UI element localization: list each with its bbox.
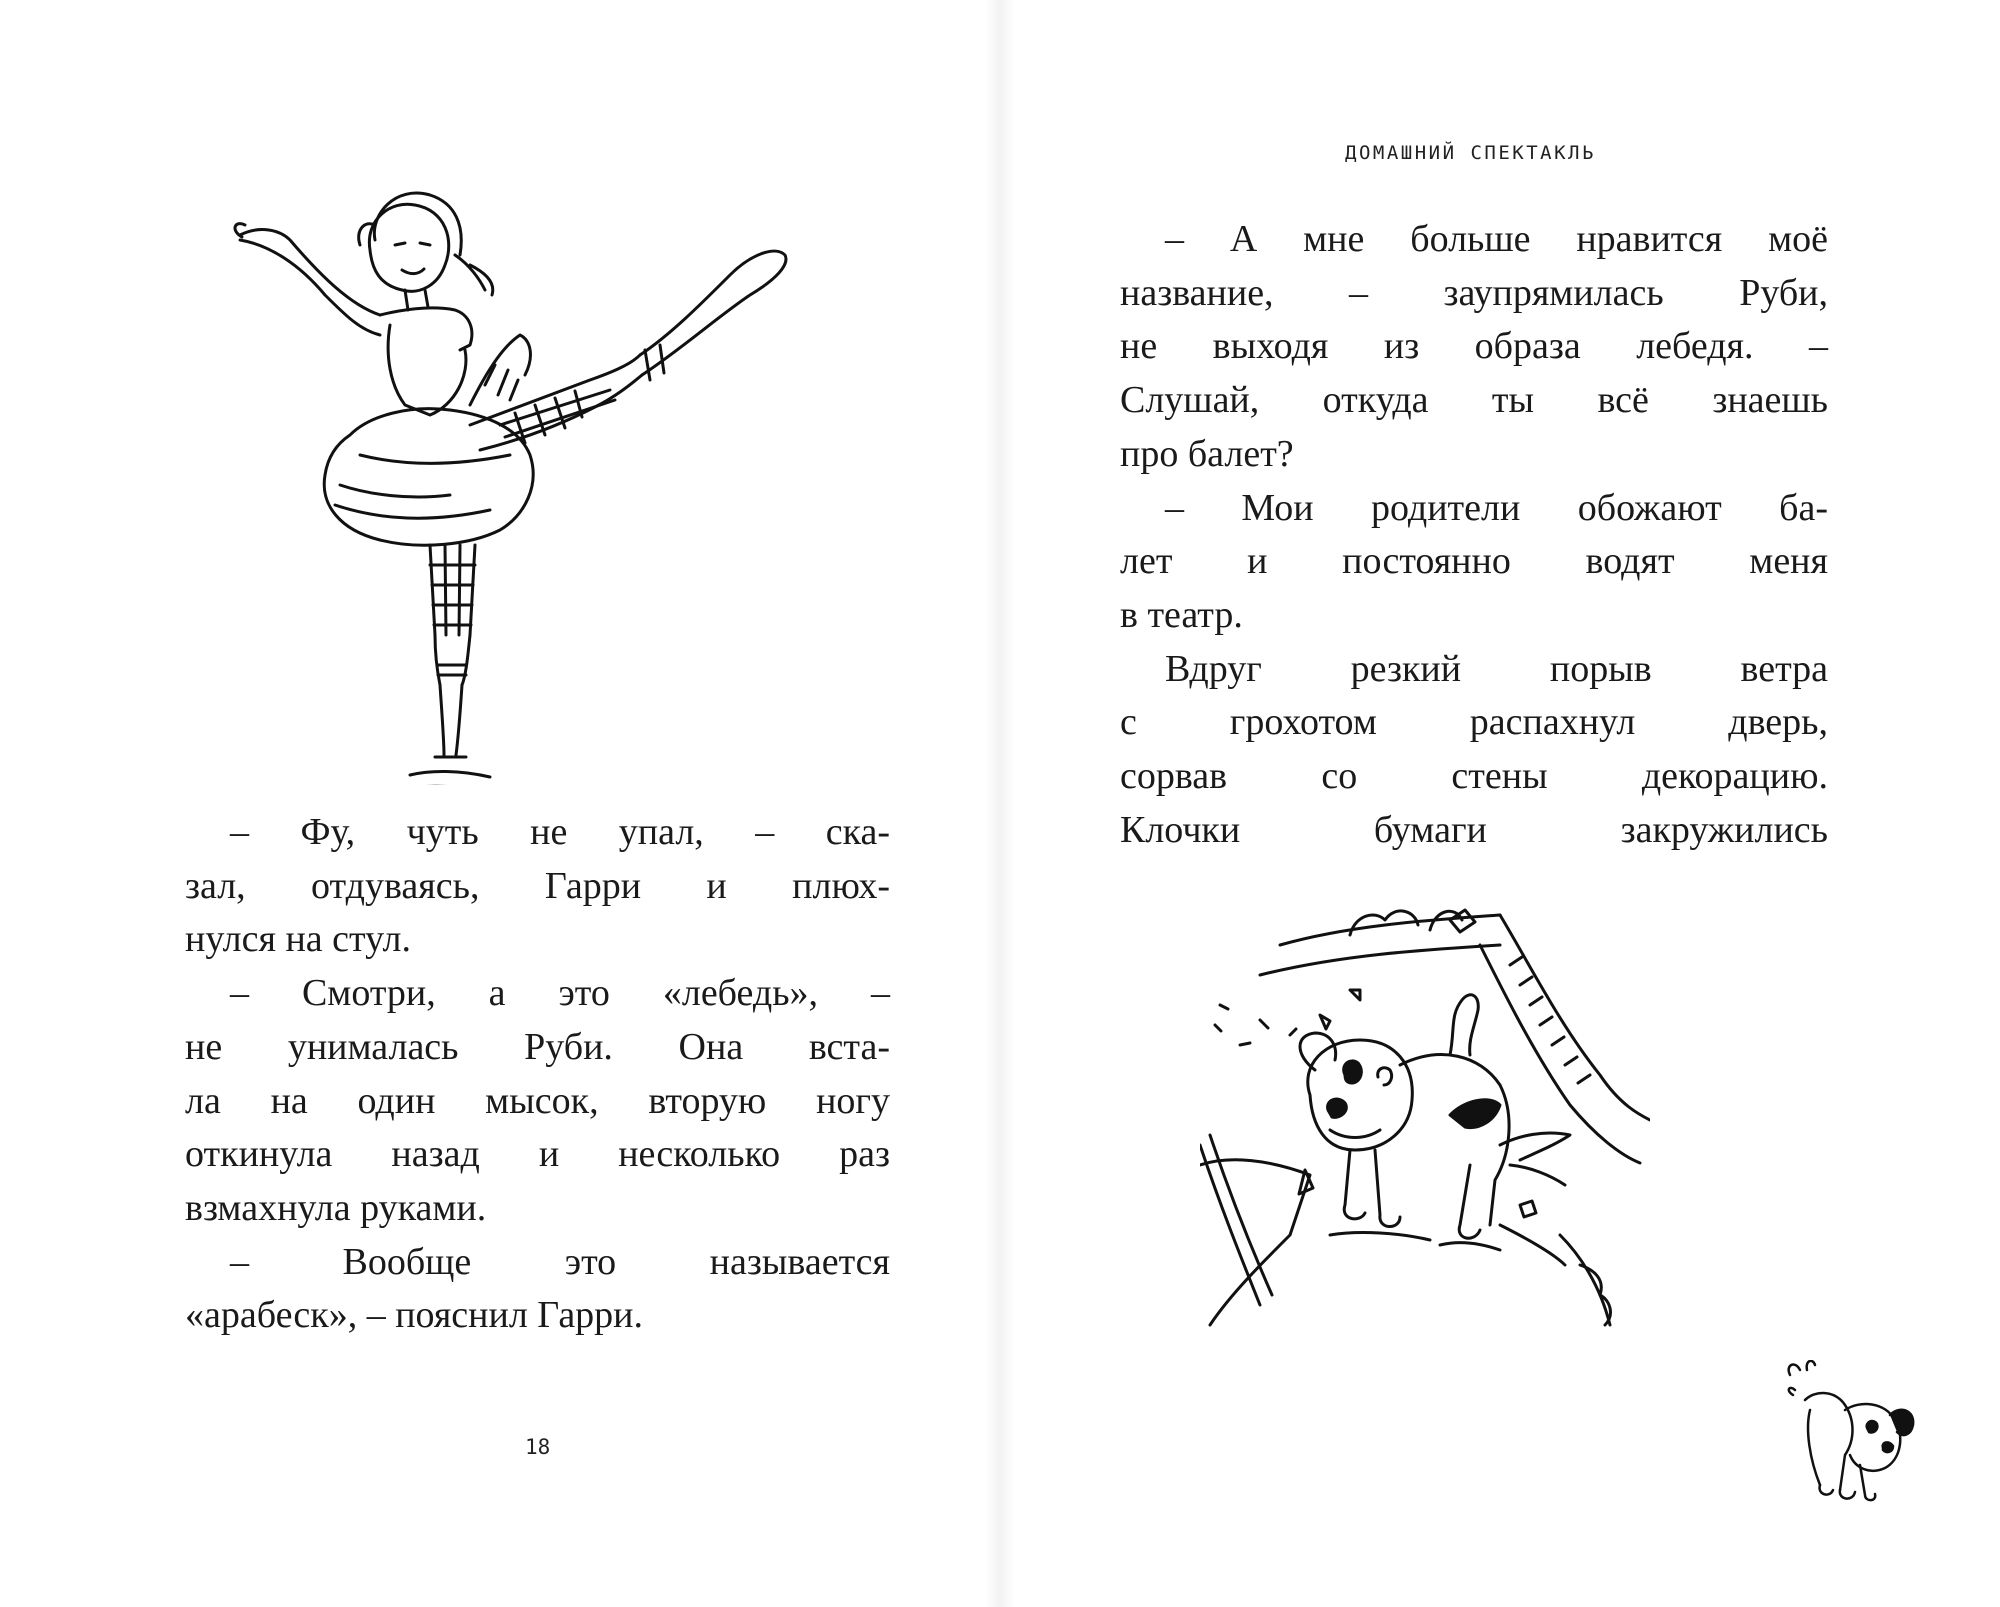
text-line: – Фу, чуть не упал, – ска- — [230, 811, 890, 853]
text-line: название, – заупрямилась Руби, — [1120, 271, 1828, 314]
corner-puppy-icon — [1775, 1360, 1925, 1510]
text-line: – Мои родители обожают ба- — [1165, 486, 1828, 529]
text-line: взмахнула руками. — [185, 1186, 487, 1229]
text-line: «арабеск», – пояснил Гарри. — [185, 1294, 644, 1337]
left-page-text — [185, 806, 890, 1343]
text-line: лет и постоянно водят меня — [1120, 540, 1828, 583]
right-page: ДОМАШНИЙ СПЕКТАКЛЬ – А мне больше нравится моё название, – заупрямилась Руби, не выходя из образа лебедя. – Слушай, откуда ты всё знаешь про балет? – Мои родители обожают ба- лет и постоянно водят меня в театр. Вдруг резкий порыв ветра с грохотом распахнул дверь, сорвав со стены декорацию. Клочки бумаги закружились — [1000, 0, 2000, 1607]
text-line: не унималась Руби. Она вста- — [185, 1025, 890, 1068]
text-line: сорвав со стены декорацию. — [1120, 755, 1828, 798]
ballerina-illustration — [230, 185, 830, 785]
text-line: – А мне больше нравится моё — [1165, 218, 1828, 260]
text-line: Клочки бумаги закружились — [1120, 808, 1828, 851]
text-line: откинула назад и несколько раз — [185, 1133, 890, 1176]
text-line: – Смотри, а это «лебедь», – — [230, 972, 890, 1015]
text-line: Вдруг резкий порыв ветра — [1165, 647, 1828, 690]
text-line: нулся на стул. — [185, 918, 411, 961]
text-line: – Вообще это называется — [230, 1240, 890, 1283]
text-line: зал, отдуваясь, Гарри и плюх- — [185, 864, 890, 907]
puppy-scene-illustration — [1200, 905, 1650, 1345]
right-page-text — [1120, 213, 1828, 857]
text-line: не выходя из образа лебедя. – — [1120, 325, 1828, 368]
text-line: про балет? — [1120, 432, 1294, 475]
text-line: ла на один мысок, вторую ногу — [185, 1079, 890, 1122]
text-line: с грохотом распахнул дверь, — [1120, 701, 1828, 744]
text-line: Слушай, откуда ты всё знаешь — [1120, 379, 1828, 422]
page-number: 18 — [525, 1435, 551, 1459]
text-line: в театр. — [1120, 593, 1243, 636]
